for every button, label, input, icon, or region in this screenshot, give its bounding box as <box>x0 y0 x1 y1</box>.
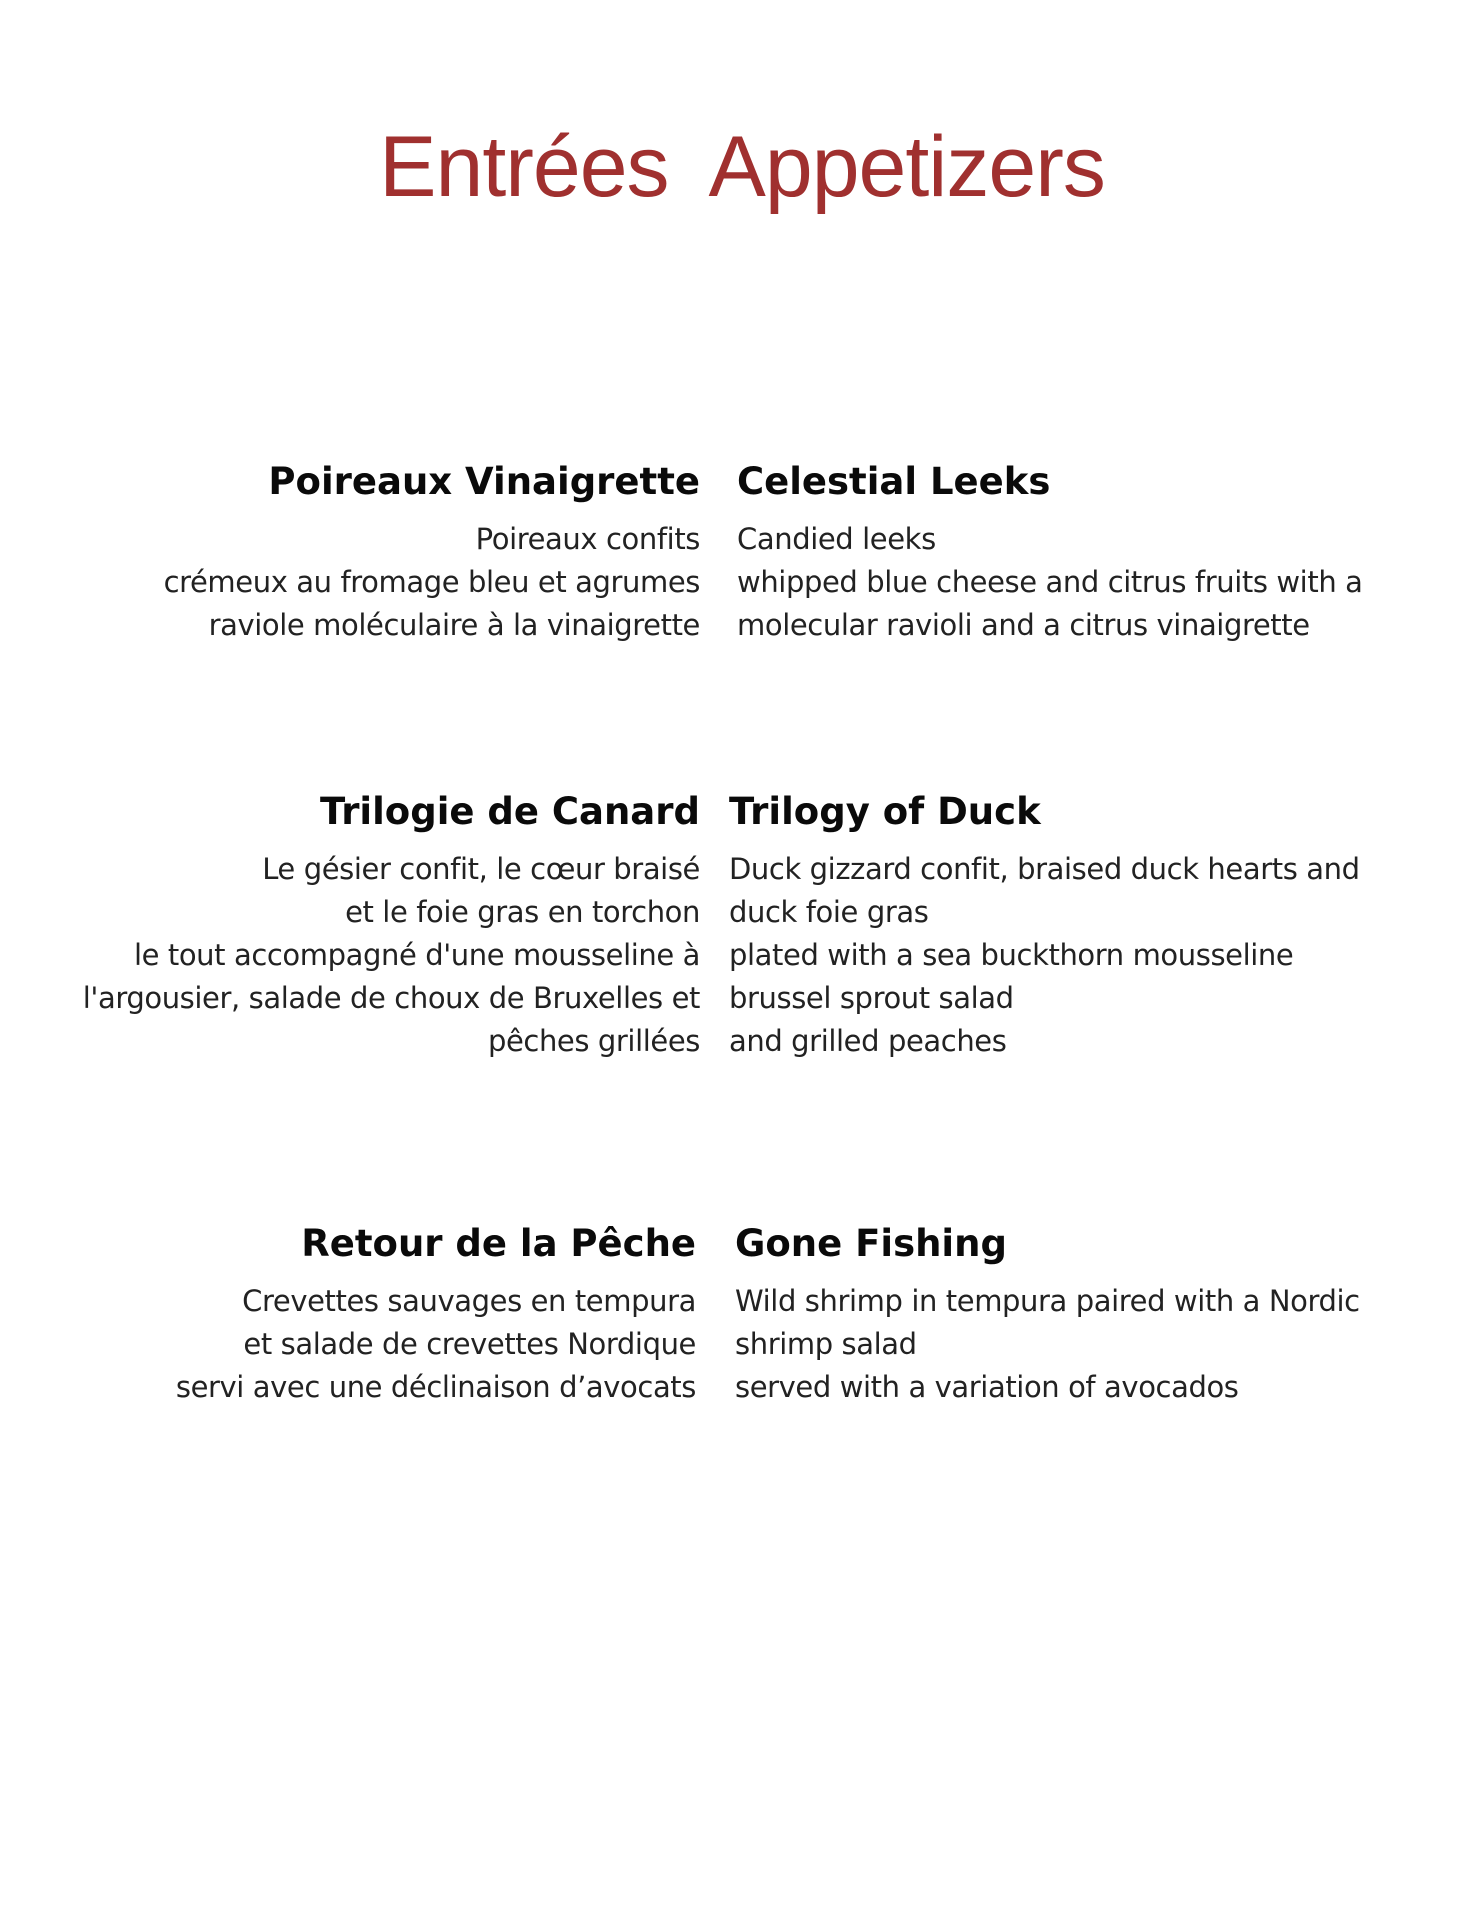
description-line: served with a variation of avocados <box>735 1370 1239 1404</box>
description-line: l'argousier, salade de choux de Bruxelles et <box>82 981 700 1015</box>
french-column <box>56 1222 696 1409</box>
dish-description-fr <box>60 518 700 647</box>
dish-name-fr: Poireaux Vinaigrette <box>268 460 700 503</box>
description-line: servi avec une déclinaison d’avocats <box>175 1370 696 1404</box>
description-line: et le foie gras en torchon <box>345 895 700 929</box>
description-line: Duck gizzard confit, braised duck hearts and <box>729 852 1360 886</box>
dish-name-en: Trilogy of Duck <box>729 790 1041 833</box>
dish-description-fr <box>56 1280 696 1409</box>
english-column <box>735 1222 1435 1409</box>
description-line: Poireaux confits <box>475 522 700 556</box>
description-line: shrimp salad <box>735 1327 917 1361</box>
description-line: pêches grillées <box>487 1024 700 1058</box>
dish-description-fr <box>60 848 700 1063</box>
dish-description-en <box>737 518 1437 647</box>
dish-name-fr: Trilogie de Canard <box>320 790 700 833</box>
description-line: molecular ravioli and a citrus vinaigrette <box>737 608 1310 642</box>
english-column <box>729 790 1429 1063</box>
description-line: Crevettes sauvages en tempura <box>242 1284 696 1318</box>
dish-name-fr: Retour de la Pêche <box>301 1222 696 1265</box>
description-line: brussel sprout salad <box>729 981 1014 1015</box>
page-title-en: Appetizers <box>708 119 1105 215</box>
page-title <box>0 118 1484 217</box>
description-line: duck foie gras <box>729 895 929 929</box>
description-line: le tout accompagné d'une mousseline à <box>133 938 700 972</box>
description-line: plated with a sea buckthorn mousseline <box>729 938 1294 972</box>
english-column <box>737 460 1437 647</box>
french-column <box>60 790 700 1063</box>
dish-description-en <box>729 848 1429 1063</box>
description-line: Wild shrimp in tempura paired with a Nordic <box>735 1284 1360 1318</box>
dish-description-en <box>735 1280 1435 1409</box>
description-line: crémeux au fromage bleu et agrumes <box>163 565 700 599</box>
page-title-fr: Entrées <box>379 119 669 215</box>
french-column <box>60 460 700 647</box>
description-line: Candied leeks <box>737 522 936 556</box>
dish-name-en: Gone Fishing <box>735 1222 1007 1265</box>
dish-name-en: Celestial Leeks <box>737 460 1051 503</box>
description-line: and grilled peaches <box>729 1024 1007 1058</box>
description-line: whipped blue cheese and citrus fruits with a <box>737 565 1363 599</box>
description-line: raviole moléculaire à la vinaigrette <box>208 608 700 642</box>
description-line: Le gésier confit, le cœur braisé <box>262 852 700 886</box>
description-line: et salade de crevettes Nordique <box>243 1327 696 1361</box>
